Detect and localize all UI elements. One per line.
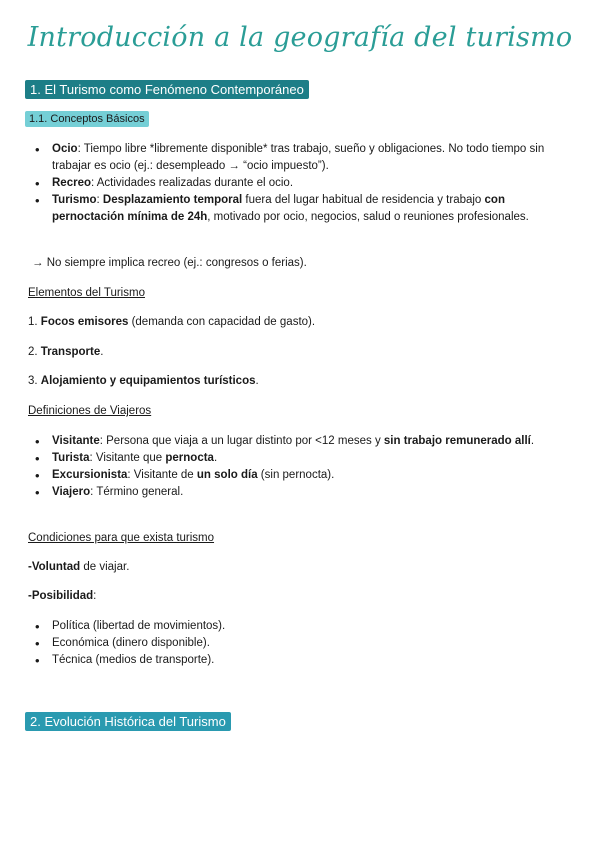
list-item: • Ocio: Tiempo libre *libremente disponible* tras trabajo, sueño y obligaciones. No todo tiempo sin trabajar es ocio (ej.: desempleado → “ocio impuesto”). <box>31 141 576 175</box>
list-item: • Política (libertad de movimientos). <box>31 618 576 635</box>
conditions-title: Condiciones para que exista turismo <box>28 532 215 544</box>
element-item: 1. Focos emisores (demanda con capacidad de gasto). <box>28 316 316 328</box>
list-item: • Recreo: Actividades realizadas durante el ocio. <box>31 175 576 192</box>
element-item: 2. Transporte. <box>28 346 104 358</box>
definitions-title: Definiciones de Viajeros <box>28 405 152 417</box>
concepts-list <box>31 141 576 226</box>
section-1-heading: 1. El Turismo como Fenómeno Contemporáneo <box>25 80 309 99</box>
elements-title: Elementos del Turismo <box>28 287 145 299</box>
list-item: • Turista: Visitante que pernocta. <box>31 450 576 467</box>
section-2-heading: 2. Evolución Histórica del Turismo <box>25 712 231 731</box>
subsection-1-1-heading: 1.1. Conceptos Básicos <box>25 111 149 127</box>
list-item: • Turismo: Desplazamiento temporal fuera del lugar habitual de residencia y trabajo con pernoctación mínima de 24h, motivado por ocio, negocios, salud o reuniones profesionales. <box>31 192 576 226</box>
list-item: • Visitante: Persona que viaja a un lugar distinto por <12 meses y sin trabajo remunerado allí. <box>31 433 576 450</box>
list-item: • Viajero: Término general. <box>31 484 576 501</box>
list-item: • Técnica (medios de transporte). <box>31 652 576 669</box>
document-title: Introducción a la geografía del turismo <box>27 22 573 53</box>
condition-voluntad: -Voluntad de viajar. <box>28 561 130 573</box>
note-text: → No siempre implica recreo (ej.: congresos o ferias). <box>32 257 307 269</box>
element-item: 3. Alojamiento y equipamientos turísticos. <box>28 375 259 387</box>
list-item: • Económica (dinero disponible). <box>31 635 576 652</box>
definitions-list <box>31 433 576 501</box>
possibility-list <box>31 618 576 669</box>
list-item: • Excursionista: Visitante de un solo día (sin pernocta). <box>31 467 576 484</box>
condition-posibilidad: -Posibilidad: <box>28 590 97 602</box>
